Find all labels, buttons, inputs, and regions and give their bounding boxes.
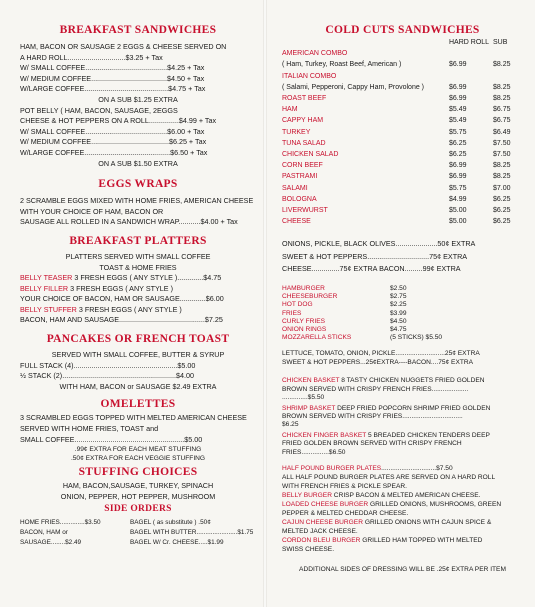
menu-line: CHEESE & HOT PEPPERS ON A ROLL...............$4.99 + Tax [20, 116, 217, 126]
special-line: SWISS CHEESE. [282, 546, 335, 554]
sub-price: $7.50 [493, 151, 511, 159]
cold-cut-row [282, 194, 523, 205]
extra-line: CHEESE..............75¢ EXTRA BACON.........99¢ EXTRA [282, 264, 461, 274]
special-line [282, 491, 523, 500]
special-desc: GRILLED ONIONS, MUSHROOMS, GREEN [368, 501, 502, 509]
page-fold [263, 0, 267, 607]
special-line [282, 500, 523, 509]
burger-name: MOZZARELLA STICKS [282, 334, 352, 342]
hard-roll-price: $5.75 [449, 184, 467, 192]
basket-line: BROWN SERVED WITH CRISPY FRIES................................. [282, 413, 463, 420]
cold-cut-name: CAPPY HAM [282, 117, 324, 125]
menu-line: 2 SCRAMBLE EGGS MIXED WITH HOME FRIES, AMERICAN CHEESE [20, 196, 254, 206]
special-line: MELTED JACK CHEESE. [282, 528, 358, 536]
half-pound-line: ALL HALF POUND BURGER PLATES ARE SERVED ON A HARD ROLL [282, 474, 496, 482]
cold-cut-row [282, 216, 523, 227]
menu-line: HAM, BACON,SAUSAGE, TURKEY, SPINACH [62, 481, 214, 491]
breakfast-sandwiches-list [20, 42, 256, 169]
sub-price: $6.25 [493, 218, 511, 226]
special-desc: GRILLED ONIONS WITH CAJUN SPICE & [362, 519, 492, 527]
extra-line: ONIONS, PICKLE, BLACK OLIVES.....................50¢ EXTRA [282, 239, 476, 249]
hard-roll-price [449, 71, 493, 82]
special-desc: GRILLED HAM TOPPED WITH MELTED [360, 537, 483, 545]
footer-note: ADDITIONAL SIDES OF DRESSING WILL BE .25¢ EXTRA PER ITEM [299, 566, 506, 574]
platter-item: BELLY TEASER 3 FRESH EGGS ( ANY STYLE ).............$4.75 [20, 273, 222, 283]
cold-cut-row [282, 93, 523, 104]
menu-line: HAM, BACON OR SAUSAGE 2 EGGS & CHEESE SERVED ON [20, 42, 227, 51]
menu-line: A HARD ROLL.............................$3.25 + Tax [20, 52, 163, 62]
hard-roll-price: $6.99 [449, 61, 467, 69]
sub-price [493, 71, 523, 82]
special-line [282, 518, 523, 527]
sub-price: $6.49 [493, 128, 511, 136]
menu-line: W/LARGE COFFEE...........................................$6.50 + Tax [20, 147, 208, 157]
hard-roll-header: HARD ROLL [449, 39, 490, 46]
cold-cut-name: CHEESE [282, 218, 311, 226]
burger-row [282, 334, 523, 342]
cold-cut-row [282, 138, 523, 149]
burger-row [282, 326, 523, 334]
menu-line: POT BELLY ( HAM, BACON, SAUSAGE, 2EGGS [20, 105, 178, 115]
cold-cut-row [282, 48, 523, 59]
menu-line: ½ STACK (2).........................................................$4.00 [20, 371, 195, 381]
menu-line: SERVED WITH HOME FRIES, TOAST and [20, 424, 159, 434]
cold-cut-row [282, 115, 523, 126]
hard-roll-price: $6.99 [449, 173, 467, 181]
burger-row [282, 285, 523, 293]
cold-cut-row [282, 183, 523, 194]
cold-cut-row [282, 127, 523, 138]
burger-price: (5 STICKS) $5.50 [390, 334, 443, 342]
cold-cuts-title: COLD CUTS SANDWICHES [325, 24, 480, 36]
hard-roll-price: $5.00 [449, 218, 467, 226]
burger-list [282, 285, 523, 342]
cold-cut-name: AMERICAN COMBO [282, 50, 348, 58]
sub-price [493, 48, 523, 59]
hard-roll-price: $6.25 [449, 139, 467, 147]
sub-price: $8.25 [493, 173, 511, 181]
menu-line: SERVED WITH SMALL COFFEE, BUTTER & SYRUP [51, 350, 225, 360]
menu-line: TOAST & HOME FRIES [99, 262, 177, 272]
side-item: SAUSAGE........$2.49 [20, 538, 82, 546]
half-pound-line: WITH FRENCH FRIES & PICKLE SPEAR. [282, 483, 407, 491]
platter-item: BELLY STUFFER 3 FRESH EGGS ( ANY STYLE ) [20, 304, 182, 314]
basket-line [282, 405, 523, 413]
basket-line [282, 377, 523, 385]
basket-line [282, 432, 523, 440]
hard-roll-price: $6.99 [449, 83, 467, 91]
hard-roll-price: $6.25 [449, 151, 467, 159]
platter-item: BACON, HAM AND SAUSAGE...........................................$7.25 [20, 315, 223, 325]
stuffing-title: STUFFING CHOICES [78, 466, 198, 479]
cold-cut-name: SALAMI [282, 184, 308, 192]
menu-line: .99¢ EXTRA FOR EACH MEAT STUFFING [74, 446, 202, 454]
menu-line: W/ MEDIUM COFFEE......................................$4.50 + Tax [20, 73, 205, 83]
basket-name: SHRIMP BASKET [282, 404, 336, 412]
cold-cut-name: ( Ham, Turkey, Roast Beef, American ) [282, 61, 402, 69]
basket-line: ..............$5.50 [282, 394, 325, 402]
basket-desc: 5 BREADED CHICKEN TENDERS DEEP [366, 431, 490, 439]
burger-price: $2.25 [390, 301, 407, 309]
burger-row [282, 310, 523, 318]
half-pound-section [282, 464, 523, 491]
topping-line: SWEET & HOT PEPPERS...25¢EXTRA----BACON....75¢ EXTRA [282, 359, 474, 367]
cold-cut-row [282, 149, 523, 160]
cold-cut-name: CORN BEEF [282, 162, 323, 170]
pancakes-title: PANCAKES OR FRENCH TOAST [46, 333, 230, 346]
hard-roll-price: $5.00 [449, 207, 467, 215]
menu-line: SAUSAGE ALL ROLLED IN A SANDWICH WRAP...........$4.00 + Tax [20, 217, 238, 227]
sub-price: $8.25 [493, 162, 511, 170]
specials-list [282, 491, 523, 554]
burger-name: ONION RINGS [282, 325, 327, 333]
sub-price: $6.25 [493, 195, 511, 203]
basket-line: BROWN SERVED WITH CRISPY FRENCH FRIES.................... [282, 385, 469, 393]
basket-line: FRIES...............$6.50 [282, 448, 346, 456]
left-column [0, 0, 262, 607]
special-name: BELLY BURGER [282, 492, 332, 500]
right-column [268, 0, 535, 607]
menu-line: W/ SMALL COFFEE.........................................$4.25 + Tax [20, 63, 205, 73]
side-item: BACON, HAM or [20, 529, 68, 536]
extra-line: SWEET & HOT PEPPERS...............................75¢ EXTRA [282, 251, 468, 261]
breakfast-sandwiches-title: BREAKFAST SANDWICHES [59, 24, 217, 36]
menu-line: FULL STACK (4)....................................................$5.00 [20, 360, 196, 370]
sub-price: $8.25 [493, 61, 511, 69]
basket-line: FRIED GOLDEN BROWN SERVED WITH CRISPY FRENCH [282, 440, 462, 448]
basket-name: CHICKEN BASKET [282, 377, 340, 385]
eggs-wraps-title: EGGS WRAPS [98, 178, 178, 191]
side-orders-title: SIDE ORDERS [104, 504, 172, 515]
side-orders-list [20, 518, 256, 547]
burger-price: $4.75 [390, 325, 407, 333]
sub-price: $8.25 [493, 83, 511, 91]
special-name: CAJUN CHEESE BURGER [282, 519, 363, 527]
menu-line: WITH HAM, BACON or SAUSAGE $2.49 EXTRA [59, 381, 217, 391]
burger-row [282, 301, 523, 309]
cold-cut-row [282, 59, 523, 70]
platter-item: BELLY FILLER 3 FRESH EGGS ( ANY STYLE ) [20, 283, 173, 293]
extras-list [282, 238, 523, 276]
pancakes-list [20, 350, 256, 392]
special-name: CORDON BLEU BURGER [282, 537, 361, 545]
burger-price: $3.99 [390, 309, 407, 317]
cold-cut-name: ( Salami, Pepperoni, Cappy Ham, Provolone ) [282, 83, 425, 91]
menu-line: 3 SCRAMBLED EGGS TOPPED WITH MELTED AMERICAN CHEESE [20, 413, 247, 423]
sub-price: $8.25 [493, 95, 511, 103]
cold-cut-row [282, 71, 523, 82]
cold-cut-name: ROAST BEEF [282, 95, 327, 103]
cold-cut-row [282, 104, 523, 115]
menu-line: ONION, PEPPER, HOT PEPPER, MUSHROOM [60, 491, 216, 501]
half-pound-name: HALF POUND BURGER PLATES [282, 465, 382, 473]
burger-price: $2.50 [390, 284, 407, 292]
topping-line: LETTUCE, TOMATO, ONION, PICKLE...........................25¢ EXTRA [282, 350, 480, 358]
burger-price: $4.50 [390, 317, 407, 325]
cold-cut-row [282, 171, 523, 182]
menu-line: W/ SMALL COFFEE.........................................$6.00 + Tax [20, 126, 205, 136]
half-pound-price: ..............................$7.50 [381, 465, 453, 473]
menu-line: SMALL COFFEE.......................................................$5.00 [20, 434, 203, 444]
hard-roll-price: $6.99 [449, 95, 467, 103]
basket-desc: 8 TASTY CHICKEN NUGGETS FRIED GOLDEN [339, 377, 485, 385]
sub-header: SUB [493, 39, 508, 46]
special-line [282, 536, 523, 545]
special-name: LOADED CHEESE BURGER [282, 501, 369, 509]
baskets-list [282, 377, 523, 457]
sub-price: $6.75 [493, 106, 511, 114]
platter-item: YOUR CHOICE OF BACON, HAM OR SAUSAGE.............$6.00 [20, 294, 224, 304]
cold-cuts-header [282, 37, 523, 48]
cold-cut-name: LIVERWURST [282, 207, 328, 215]
menu-line: WITH YOUR CHOICE OF HAM, BACON OR [20, 206, 164, 216]
burger-name: HOT DOG [282, 301, 313, 309]
burger-name: CHEESEBURGER [282, 293, 338, 301]
hard-roll-price: $5.49 [449, 106, 467, 114]
menu-line: W/LARGE COFFEE..........................................$4.75 + Tax [20, 84, 206, 94]
side-item: HOME FRIES..............$3.50 [20, 519, 101, 527]
cold-cut-name: CHICKEN SALAD [282, 151, 339, 159]
stuffing-list [20, 481, 256, 502]
menu-line: .50¢ EXTRA FOR EACH VEGGIE STUFFING [70, 455, 206, 463]
burger-name: CURLY FRIES [282, 317, 325, 325]
cold-cut-row [282, 205, 523, 216]
sub-price: $7.00 [493, 184, 511, 192]
hard-roll-price: $5.75 [449, 128, 467, 136]
sub-price: $6.25 [493, 207, 511, 215]
eggs-wraps-list [20, 196, 256, 228]
side-item: BAGEL WITH BUTTER.......................$1.75 [130, 529, 254, 536]
basket-item [282, 432, 523, 457]
hard-roll-price [449, 48, 493, 59]
cold-cut-row [282, 160, 523, 171]
burger-name: HAMBURGER [282, 284, 325, 292]
toppings-list [282, 349, 523, 367]
side-item: BAGEL ( as substitute ) .50¢ [130, 519, 211, 527]
basket-desc: DEEP FRIED POPCORN SHRIMP FRIED GOLDEN [335, 404, 491, 412]
hard-roll-price: $5.49 [449, 117, 467, 125]
breakfast-platters-list [20, 252, 256, 326]
cold-cut-row [282, 82, 523, 93]
burger-row [282, 293, 523, 301]
cold-cut-name: TUNA SALAD [282, 139, 326, 147]
menu-line: W/ MEDIUM COFFEE.......................................$6.25 + Tax [20, 137, 207, 147]
side-item: BAGEL W/ Cr. CHEESE.....$1.99 [130, 538, 224, 546]
sub-price: $7.50 [493, 139, 511, 147]
omelettes-list [20, 413, 256, 463]
hard-roll-price: $6.99 [449, 162, 467, 170]
basket-line: $6.25 [282, 421, 299, 429]
burger-name: FRIES [282, 309, 302, 317]
menu-line: ON A SUB $1.50 EXTRA [98, 158, 178, 168]
menu-line: PLATTERS SERVED WITH SMALL COFFEE [65, 251, 211, 261]
burger-row [282, 318, 523, 326]
cold-cuts-list [282, 48, 523, 227]
special-line: PEPPER & MELTED CHEDDAR CHEESE. [282, 510, 409, 518]
cold-cut-name: ITALIAN COMBO [282, 72, 337, 80]
cold-cut-name: BOLOGNA [282, 195, 317, 203]
menu-line: ON A SUB $1.25 EXTRA [98, 94, 178, 104]
cold-cut-name: HAM [282, 106, 298, 114]
special-desc: CRISP BACON & MELTED AMERICAN CHEESE. [331, 492, 481, 500]
omelettes-title: OMELETTES [100, 398, 176, 411]
basket-item [282, 405, 523, 430]
hard-roll-price: $4.99 [449, 195, 467, 203]
sub-price: $6.75 [493, 117, 511, 125]
basket-item [282, 377, 523, 402]
cold-cut-name: TURKEY [282, 128, 311, 136]
breakfast-platters-title: BREAKFAST PLATTERS [69, 234, 207, 247]
burger-price: $2.75 [390, 293, 407, 301]
cold-cut-name: PASTRAMI [282, 173, 318, 181]
basket-name: CHICKEN FINGER BASKET [282, 431, 367, 439]
